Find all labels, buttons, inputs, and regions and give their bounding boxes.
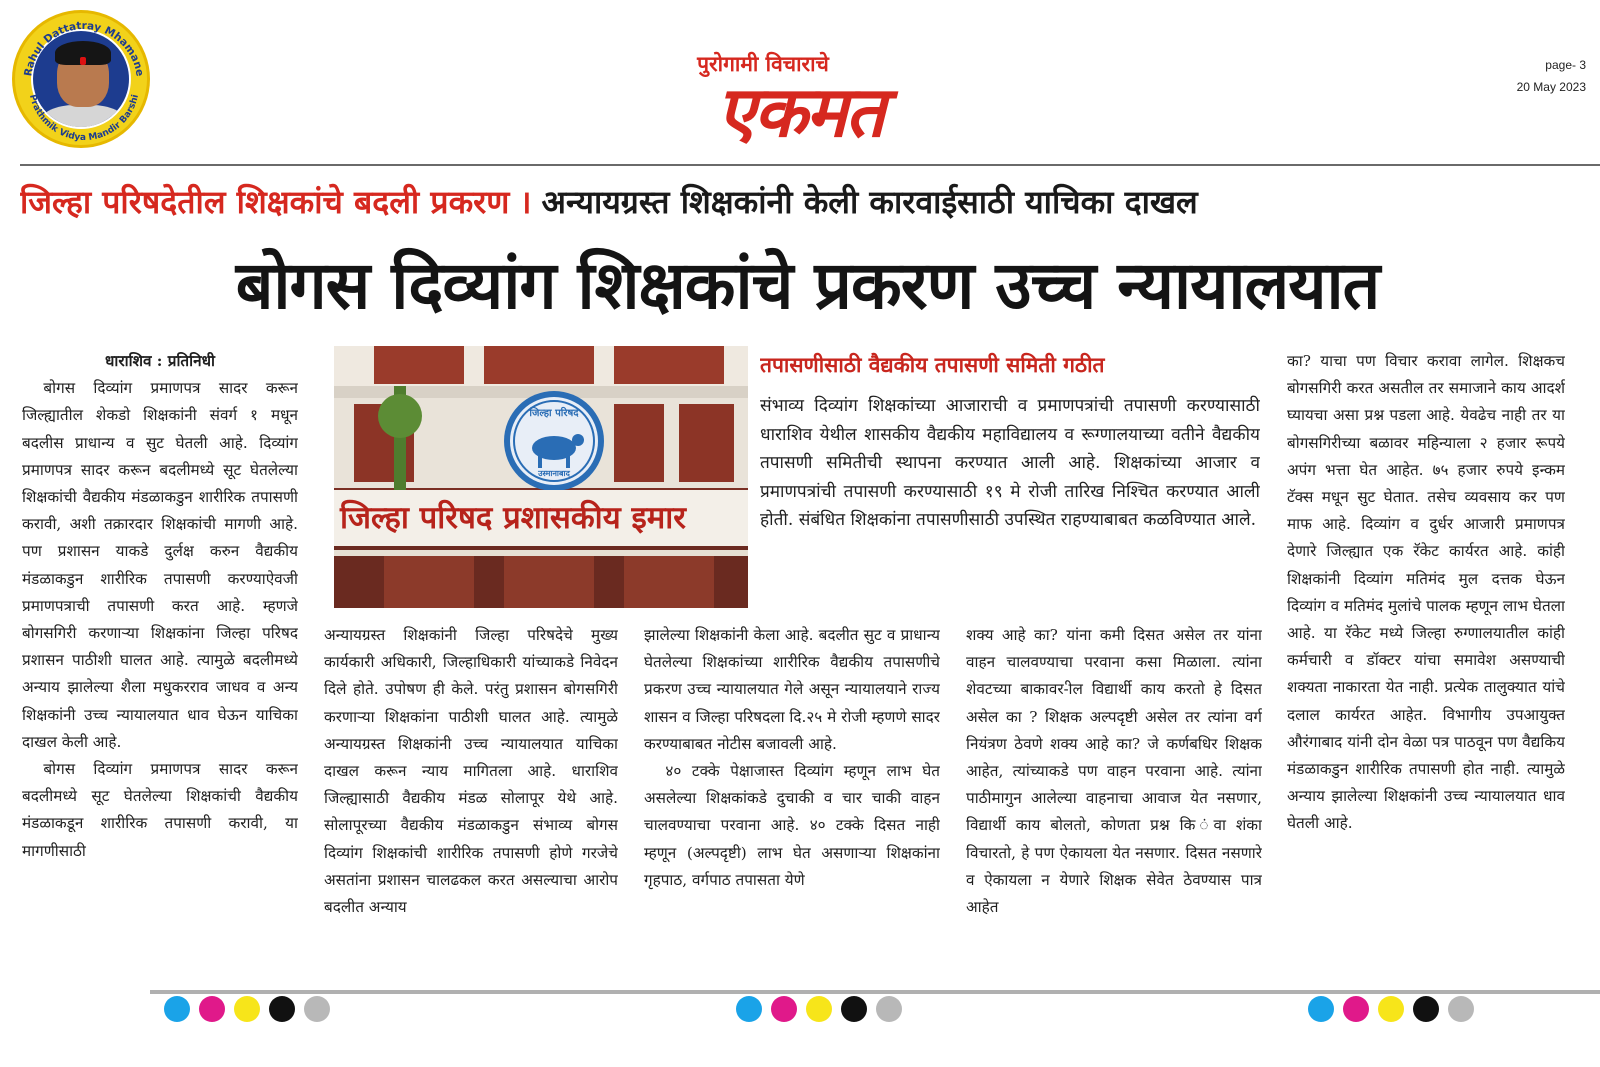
registration-dot [806, 996, 832, 1022]
building-sign-text: जिल्हा परिषद प्रशासकीय इमार [340, 500, 686, 536]
article-column-2 [324, 622, 618, 983]
main-headline: बोगस दिव्यांग शिक्षकांचे प्रकरण उच्च न्यायालयात [235, 247, 1380, 324]
svg-text:Rahul Dattatray Mhamane [22, 20, 145, 77]
badge-ring-text [15, 13, 153, 151]
registration-dot [1308, 996, 1334, 1022]
dateline: धाराशिव : प्रतिनिधी [105, 352, 215, 370]
bottom-divider [150, 990, 1600, 994]
emblem-top-text: जिल्हा परिषद [529, 408, 579, 419]
registration-dot [771, 996, 797, 1022]
registration-dot [1413, 996, 1439, 1022]
registration-marks-center [736, 996, 902, 1022]
registration-dot [1378, 996, 1404, 1022]
article-column-4 [966, 622, 1262, 983]
article-paragraph: बोगस दिव्यांग प्रमाणपत्र सादर करून बदलीमध्ये सूट घेतलेल्या शिक्षकांची वैद्यकीय मंडळाकडून शारीरिक तपासणी करावी, या मागणीसाठी [22, 760, 298, 860]
svg-text:Prathmik Vidya Mandir Barshi [27, 94, 141, 144]
badge-name-text: Rahul Dattatray Mhamane [22, 19, 146, 78]
registration-marks-left [164, 996, 330, 1022]
page-number: page- 3 [1545, 58, 1586, 72]
sidebar-box-heading: तपासणीसाठी वैद्यकीय तपासणी समिती गठीत [760, 353, 1105, 377]
registration-dot [736, 996, 762, 1022]
article-paragraph: शक्य आहे का? यांना कमी दिसत असेल तर यांना वाहन चालवण्याचा परवाना कसा मिळाला. त्यांना शेवटच्या बाकावर-ील विद्यार्थी काय करतो हे दिसत असेल का ? शिक्षक अल्पदृष्टी असेल तर त्यांना वर्ग नियंत्रण ठेवणे शक्य आहे का? जे कर्णबधिर शिक्षक आहेत, त्यांच्याकडे पण वाहन परवाना आहे. त्यांना पाठीमागुन आलेल्या वाहनाचा आवाज येत नसणार, विद्यार्थी काय बोलतो, कोणता प्रश्न कि ंवा शंका विचारतो, हे पण ऐकायला येत नसणार. दिसत नसणारे व ऐकायला न येणारे शिक्षक सेवेत ठेवण्यास पात्र आहेत [966, 626, 1262, 917]
masthead-title: एकमत [716, 71, 884, 153]
registration-marks-right [1308, 996, 1474, 1022]
publication-date: 20 May 2023 [1516, 80, 1586, 94]
kicker-line [20, 172, 1595, 232]
registration-dot [269, 996, 295, 1022]
top-divider [20, 164, 1600, 166]
registration-dot [1448, 996, 1474, 1022]
registration-dot [1343, 996, 1369, 1022]
author-badge-logo [12, 10, 150, 148]
article-column-3 [644, 622, 940, 983]
article-paragraph: ४० टक्के पेक्षाजास्त दिव्यांग म्हणून लाभ घेत असलेल्या शिक्षकांकडे दुचाकी व चार चाकी वाहन चालवण्याचा परवाना आहे. ४० टक्के दिसत नाही म्हणून (अल्पदृष्टी) लाभ घेत असणाऱ्या शिक्षकांना गृहपाठ, वर्गपाठ तपासता येणे [644, 762, 940, 889]
article-column-1 [22, 348, 298, 983]
registration-dot [199, 996, 225, 1022]
badge-school-text: Prathmik Vidya Mandir Barshi [26, 93, 141, 144]
emblem-bottom-text: उस्मानाबाद [538, 469, 570, 478]
zp-building-photo [334, 346, 748, 608]
article-paragraph: का? याचा पण विचार करावा लागेल. शिक्षकच बोगसगिरी करत असतील तर समाजाने काय आदर्श घ्यायचा असा प्रश्न पडला आहे. येवढेच नाही तर या बोगसगिरीच्या बळावर महिन्याला २ हजार रूपये अपंग भत्ता घेत आहेत. ७५ हजार रुपये इन्कम टॅक्स मधून सुट घेतात. तसेच व्यवसाय कर पण माफ आहे. दिव्यांग व दुर्धर आजारी प्रमाणपत्र देणारे जिल्ह्यात एक रॅकेट कार्यरत आहे. कांही शिक्षकांनी दिव्यांग मतिमंद मुल दत्तक घेऊन दिव्यांग व मतिमंद मुलांचे पालक म्हणून लाभ घेतला आहे. या रॅकेट मध्ये जिल्हा रुग्णालयातील कांही कर्मचारी व डॉक्टर यांचा समावेश असण्याची शक्यता नाकारता येत नाही. प्रत्येक तालुक्यात यांचे दलाल कार्यरत आहेत. विभागीय उपआयुक्त औरंगाबाद यांनी दोन वेळा पत्र पाठवून पण वैद्यकिय मंडळाकडुन शारीरिक तपासणी होत नाही. त्यामुळे अन्याय झालेल्या शिक्षकांनी उच्च न्यायालयात धाव घेतली आहे. [1287, 352, 1565, 833]
article-paragraph: बोगस दिव्यांग प्रमाणपत्र सादर करून जिल्ह्यातील शेकडो शिक्षकांनी संवर्ग १ मधून बदलीस प्राधान्य व सुट घेतली आहे. दिव्यांग प्रमाणपत्र सादर करून बदलीमध्ये सूट घेतलेल्या शिक्षकांची वैद्यकीय मंडळाकडुन शारीरिक तपासणी करावी, अशी तक्रारदार शिक्षकांची मागणी आहे. पण प्रशासन याकडे दुर्लक्ष करुन वैद्यकीय मंडळाकडुन शारीरिक तपासणी करण्याऐवजी प्रमाणपत्राची तपासणी करत आहे. म्हणजे बोगसगिरी करणाऱ्या शिक्षकांना जिल्हा परिषद प्रशासन पाठीशी घालत आहे. त्यामुळे बदलीमध्ये अन्याय झालेल्या शैला मधुकरराव जाधव व अन्य शिक्षकांनी उच्च न्यायालयात धाव घेऊन याचिका दाखल केली आहे. [22, 379, 298, 751]
masthead-tagline: पुरोगामी विचाराचे [697, 52, 829, 76]
kicker-separator: । [519, 183, 532, 221]
registration-dot [841, 996, 867, 1022]
registration-dot [876, 996, 902, 1022]
article-paragraph: झालेल्या शिक्षकांनी केला आहे. बदलीत सुट व प्राधान्य घेतलेल्या शिक्षकांच्या शारीरिक वैद्यकीय तपासणीचे प्रकरण उच्च न्यायालयात गेले असून न्यायालयाने राज्य शासन व जिल्हा परिषदला दि.२५ मे रोजी म्हणणे सादर करण्याबाबत नोटीस बजावली आहे. [644, 626, 940, 753]
registration-dot [234, 996, 260, 1022]
news-photo [334, 346, 748, 608]
registration-dot [164, 996, 190, 1022]
article-paragraph: अन्यायग्रस्त शिक्षकांनी जिल्हा परिषदेचे मुख्य कार्यकारी अधिकारी, जिल्हाधिकारी यांच्याकडे निवेदन दिले होते. उपोषण ही केले. परंतु प्रशासन बोगसगिरी करणाऱ्या शिक्षकांना पाठीशी घालत आहे. त्यामुळे अन्यायग्रस्त शिक्षकांनी उच्च न्यायालयात याचिका दाखल करून न्याय मागितला आहे. धाराशिव जिल्ह्यासाठी वैद्यकीय मंडळ सोलापूर येथे आहे. सोलापूरच्या वैद्यकीय मंडळाकडुन संभाव्य बोगस दिव्यांग शिक्षकांची शारीरिक तपासणी होणे गरजेचे असतांना प्रशासन चालढकल करत असल्याचा आरोप बदलीत अन्याय [324, 626, 618, 917]
registration-dot [304, 996, 330, 1022]
article-column-5 [1287, 348, 1565, 983]
sidebar-box-body: संभाव्य दिव्यांग शिक्षकांच्या आजाराची व प्रमाणपत्रांची तपासणी करण्यासाठी धाराशिव येथील शासकीय वैद्यकीय महाविद्यालय व रूग्णालयाच्या वतीने वैद्यकीय तपासणी समितीची स्थापना करण्यात आली आहे. शिक्षकांच्या आजार व प्रमाणपत्रांची तपासणी करण्यासाठी १९ मे रोजी तारिख निश्चित करण्यात आली होती. संबंधित शिक्षकांना तपासणीसाठी उपस्थित राहण्याबाबत कळविण्यात आले. [760, 396, 1260, 531]
kicker-black-text: अन्यायग्रस्त शिक्षकांनी केली कारवाईसाठी याचिका दाखल [541, 183, 1198, 221]
kicker-red-text: जिल्हा परिषदेतील शिक्षकांचे बदली प्रकरण [20, 183, 510, 221]
